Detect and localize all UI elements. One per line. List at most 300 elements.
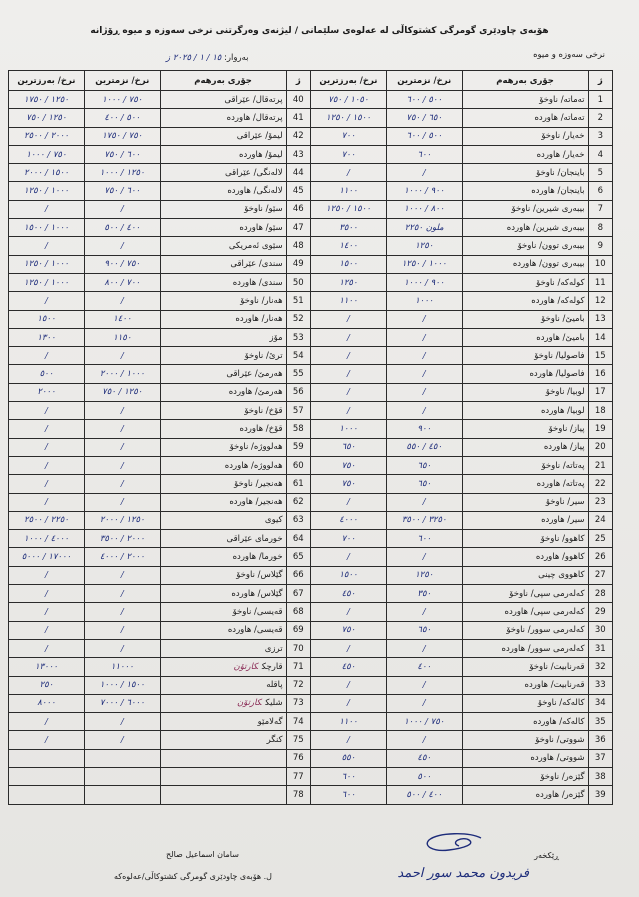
- product-name-text: قۆخ/ هاوردە: [239, 423, 283, 434]
- row-number: 53: [286, 328, 310, 346]
- product-name-text: خورمای عێراقی: [226, 533, 283, 544]
- product-name: [160, 530, 286, 548]
- row-number: 3: [588, 127, 612, 145]
- min-price: ١٢٥٠ / ٢٠٠٠: [84, 511, 160, 529]
- min-price: /: [84, 237, 160, 255]
- row-number: 18: [588, 402, 612, 420]
- product-name: [160, 621, 286, 639]
- row-number: 78: [286, 786, 310, 804]
- min-price: ٥٠٠ / ٦٠٠: [386, 127, 462, 145]
- table-row: [9, 767, 613, 785]
- max-price: ١٥٠٠: [311, 566, 387, 584]
- date-value: ١٥ / ١ / ٢٠٢٥ ز: [166, 53, 222, 63]
- product-name: [160, 164, 286, 182]
- min-price: /: [386, 347, 462, 365]
- product-name: بامیێ/ ناوخۆ: [462, 310, 588, 328]
- row-number: 69: [286, 621, 310, 639]
- max-price: ٧٥٠ / ١٠٠٠: [9, 145, 85, 163]
- row-number: 44: [286, 164, 310, 182]
- product-name: [160, 273, 286, 291]
- max-price: ٥٥٠: [311, 749, 387, 767]
- row-number: 64: [286, 530, 310, 548]
- row-number: 34: [588, 694, 612, 712]
- table-row: [9, 109, 613, 127]
- product-name: [160, 219, 286, 237]
- row-number: 60: [286, 456, 310, 474]
- max-price: ١٣٠٠٠: [9, 658, 85, 676]
- date-label: بەروار:: [224, 53, 249, 63]
- max-price: ٣٥٠٠: [311, 219, 387, 237]
- committee-signature: فریدون محمد سور احمد: [397, 866, 529, 881]
- product-name: خەیار/ هاوردە: [462, 145, 588, 163]
- row-number: 77: [286, 767, 310, 785]
- min-price: /: [84, 713, 160, 731]
- product-name: [160, 237, 286, 255]
- max-price: ٤٠٠٠: [311, 511, 387, 529]
- max-price: ١٥٠٠ / ١٢٥٠: [311, 109, 387, 127]
- header-max: نرخ/ بەرزترین: [9, 71, 85, 91]
- max-price: /: [311, 639, 387, 657]
- product-name: [160, 91, 286, 109]
- max-price: ١٠٥٠ / ٧٥٠: [311, 91, 387, 109]
- row-number: 8: [588, 219, 612, 237]
- table-row: [9, 420, 613, 438]
- product-name: فاصولیا/ ناوخۆ: [462, 347, 588, 365]
- max-price: /: [9, 292, 85, 310]
- product-name: کەلەرمی سوور/ هاوردە: [462, 639, 588, 657]
- row-number: 47: [286, 219, 310, 237]
- product-name: بیبەری توون/ هاوردە: [462, 255, 588, 273]
- row-number: 17: [588, 383, 612, 401]
- max-price: /: [9, 420, 85, 438]
- row-number: 66: [286, 566, 310, 584]
- min-price: /: [386, 676, 462, 694]
- table-row: [9, 219, 613, 237]
- min-price: /: [84, 639, 160, 657]
- product-name: [160, 731, 286, 749]
- table-row: [9, 273, 613, 291]
- product-name: کەلەرمی سپی/ هاوردە: [462, 603, 588, 621]
- product-name: کاهوو/ هاوردە: [462, 548, 588, 566]
- row-number: 48: [286, 237, 310, 255]
- row-number: 20: [588, 438, 612, 456]
- row-number: 72: [286, 676, 310, 694]
- header-num: ژ: [588, 71, 612, 91]
- max-price: ١١٠٠: [311, 292, 387, 310]
- product-name: شووتی/ ناوخۆ: [462, 731, 588, 749]
- table-row: [9, 658, 613, 676]
- row-number: 26: [588, 548, 612, 566]
- max-price: /: [311, 328, 387, 346]
- min-price: ٦٥٠: [386, 621, 462, 639]
- min-price: /: [386, 493, 462, 511]
- row-number: 43: [286, 145, 310, 163]
- product-name: [160, 200, 286, 218]
- max-price: /: [9, 639, 85, 657]
- max-price: /: [9, 585, 85, 603]
- table-row: [9, 548, 613, 566]
- min-price: /: [84, 402, 160, 420]
- price-table: [8, 70, 613, 805]
- header-name: جۆری بەرهەم: [160, 71, 286, 91]
- max-price: /: [311, 402, 387, 420]
- product-name: [160, 145, 286, 163]
- min-price: ٩٠٠ / ١٠٠٠: [386, 182, 462, 200]
- min-price: /: [386, 694, 462, 712]
- row-number: 30: [588, 621, 612, 639]
- max-price: ٦٠٠: [311, 786, 387, 804]
- max-price: ٧٥٠: [311, 456, 387, 474]
- min-price: /: [386, 365, 462, 383]
- product-name: [160, 420, 286, 438]
- product-name-text: کنگر: [266, 735, 283, 746]
- max-price: /: [9, 713, 85, 731]
- min-price: /: [84, 475, 160, 493]
- product-name: [160, 255, 286, 273]
- row-number: 54: [286, 347, 310, 365]
- max-price: ١٠٠٠ / ١٥٠٠: [9, 219, 85, 237]
- product-name-text: لیمۆ/ هاوردە: [239, 149, 283, 160]
- header-min: نرخ/ نزمترین: [84, 71, 160, 91]
- table-row: [9, 713, 613, 731]
- product-name-text: قەیسی/ ناوخۆ: [232, 606, 283, 617]
- max-price: /: [311, 603, 387, 621]
- table-row: [9, 676, 613, 694]
- table-row: [9, 292, 613, 310]
- row-number: 59: [286, 438, 310, 456]
- product-name-text: هەنجیر/ هاوردە: [229, 497, 283, 508]
- max-price: /: [9, 347, 85, 365]
- row-number: 62: [286, 493, 310, 511]
- product-name-text: پرتەقال/ هاوردە: [226, 112, 283, 123]
- max-price: ٦٠٠: [311, 767, 387, 785]
- min-price: ٧٥٠ / ١٧٥٠: [84, 127, 160, 145]
- product-name: بیبەری شیرین/ ناوخۆ: [462, 200, 588, 218]
- max-price: ٤٥٠: [311, 585, 387, 603]
- max-price: ١٠٠٠: [311, 420, 387, 438]
- product-name: [160, 639, 286, 657]
- max-price: /: [311, 694, 387, 712]
- document-date: [166, 53, 249, 63]
- row-number: 58: [286, 420, 310, 438]
- product-name: تەماتە/ ناوخۆ: [462, 91, 588, 109]
- max-price: /: [9, 456, 85, 474]
- min-price: [84, 786, 160, 804]
- max-price: ٢٠٠٠ / ٢٥٠٠: [9, 127, 85, 145]
- product-name: [160, 493, 286, 511]
- product-name: پەتاتە/ هاوردە: [462, 475, 588, 493]
- row-number: 1: [588, 91, 612, 109]
- min-price: ٩٠٠ / ١٠٠٠: [386, 273, 462, 291]
- max-price: ١٠٠٠ / ١٢٥٠: [9, 182, 85, 200]
- min-price: /: [84, 585, 160, 603]
- min-price: /: [386, 310, 462, 328]
- row-number: 15: [588, 347, 612, 365]
- product-name-text: قارچک: [261, 661, 283, 672]
- min-price: ٢٠٠٠ / ٣٥٠٠: [84, 530, 160, 548]
- max-price: ١٥٠٠ / ١٢٥٠: [311, 200, 387, 218]
- table-row: [9, 91, 613, 109]
- min-price: ٧٥٠ / ٩٠٠: [84, 255, 160, 273]
- min-price: /: [386, 402, 462, 420]
- header-name: جۆری بەرهەم: [462, 71, 588, 91]
- product-name: کەلەرمی سوور/ ناوخۆ: [462, 621, 588, 639]
- product-name: پیاز/ ناوخۆ: [462, 420, 588, 438]
- product-name-text: پرتەقال/ عێراقی: [224, 94, 283, 105]
- min-price: ١١٥٠: [84, 328, 160, 346]
- product-name-text: قەیسی/ هاوردە: [227, 625, 283, 636]
- table-row: [9, 511, 613, 529]
- min-price: ٧٥٠ / ١٠٠٠: [84, 91, 160, 109]
- table-row: [9, 475, 613, 493]
- min-price: ٥٠٠ / ٦٠٠: [386, 91, 462, 109]
- product-name: [160, 548, 286, 566]
- row-number: 52: [286, 310, 310, 328]
- row-number: 50: [286, 273, 310, 291]
- product-name: [160, 127, 286, 145]
- product-name: [160, 786, 286, 804]
- max-price: [9, 767, 85, 785]
- row-number: 36: [588, 731, 612, 749]
- header-min: نرخ/ نزمترین: [386, 71, 462, 91]
- product-name: کالەکە/ هاوردە: [462, 713, 588, 731]
- product-name: [160, 749, 286, 767]
- min-price: ١٢٥٠ / ١٠٠٠: [84, 164, 160, 182]
- product-name: [160, 658, 286, 676]
- max-price: /: [311, 548, 387, 566]
- row-number: 31: [588, 639, 612, 657]
- max-price: /: [9, 621, 85, 639]
- product-name: [160, 402, 286, 420]
- min-price: /: [84, 456, 160, 474]
- row-number: 21: [588, 456, 612, 474]
- row-number: 55: [286, 365, 310, 383]
- min-price: ٦٠٠٠ / ٧٠٠٠: [84, 694, 160, 712]
- max-price: ٧٥٠: [311, 475, 387, 493]
- min-price: ٨٠٠ / ١٠٠٠: [386, 200, 462, 218]
- product-name: گێزەر/ ناوخۆ: [462, 767, 588, 785]
- table-row: [9, 786, 613, 804]
- table-row: [9, 347, 613, 365]
- min-price: /: [386, 731, 462, 749]
- product-name: شووتی/ هاوردە: [462, 749, 588, 767]
- product-name-text: هەنار/ ناوخۆ: [240, 295, 283, 306]
- product-name-text: گێلاس/ هاوردە: [231, 588, 283, 599]
- row-number: 56: [286, 383, 310, 401]
- table-row: [9, 402, 613, 420]
- row-number: 45: [286, 182, 310, 200]
- product-name: [160, 310, 286, 328]
- min-price: ٤٠٠ / ٥٠٠: [386, 786, 462, 804]
- max-price: ٢٥٠: [9, 676, 85, 694]
- table-row: [9, 328, 613, 346]
- max-price: ٢٠٠٠: [9, 383, 85, 401]
- row-number: 46: [286, 200, 310, 218]
- min-price: ١٢٥٠: [386, 566, 462, 584]
- table-row: [9, 603, 613, 621]
- header-max: نرخ/ بەرزترین: [311, 71, 387, 91]
- product-name: [160, 676, 286, 694]
- max-price: ١٢٥٠ / ١٧٥٠: [9, 91, 85, 109]
- header-num: ژ: [286, 71, 310, 91]
- product-name: تەماتە/ هاوردە: [462, 109, 588, 127]
- min-price: ١٢٥٠: [386, 237, 462, 255]
- max-price: ١٢٥٠ / ٧٥٠: [9, 109, 85, 127]
- min-price: ٧٥٠ / ١٠٠٠: [386, 713, 462, 731]
- product-name-text: ترزی: [264, 643, 283, 654]
- product-name: [160, 109, 286, 127]
- product-name-text: سێو/ ناوخۆ: [244, 204, 283, 215]
- min-price: /: [84, 603, 160, 621]
- max-price: ١٢٥٠: [311, 273, 387, 291]
- row-number: 14: [588, 328, 612, 346]
- row-number: 12: [588, 292, 612, 310]
- product-name: [160, 383, 286, 401]
- min-price: ٦٥٠: [386, 456, 462, 474]
- product-name-text: کیوی: [264, 515, 283, 526]
- max-price: /: [311, 676, 387, 694]
- min-price: /: [386, 328, 462, 346]
- product-name: [160, 347, 286, 365]
- min-price: /: [386, 548, 462, 566]
- max-price: ١٥٠٠ / ٢٠٠٠: [9, 164, 85, 182]
- row-number: 68: [286, 603, 310, 621]
- row-number: 73: [286, 694, 310, 712]
- product-name-text: هەنار/ هاوردە: [235, 314, 283, 325]
- row-number: 63: [286, 511, 310, 529]
- max-price: /: [311, 347, 387, 365]
- max-price: ١١٠٠: [311, 182, 387, 200]
- product-note: کارتۆن: [236, 698, 262, 709]
- min-price: ٩٠٠: [386, 420, 462, 438]
- row-number: 32: [588, 658, 612, 676]
- table-row: [9, 438, 613, 456]
- max-price: ١٧٠٠٠ / ٥٠٠٠: [9, 548, 85, 566]
- row-number: 9: [588, 237, 612, 255]
- max-price: ٨٠٠٠: [9, 694, 85, 712]
- row-number: 24: [588, 511, 612, 529]
- row-number: 4: [588, 145, 612, 163]
- product-name: [160, 182, 286, 200]
- product-name: [160, 713, 286, 731]
- product-name-text: شلیک: [265, 698, 283, 709]
- row-number: 5: [588, 164, 612, 182]
- product-name: بیبەری شیرین/ هاوردە: [462, 219, 588, 237]
- product-name: [160, 475, 286, 493]
- product-name-text: پاقلە: [266, 680, 283, 691]
- product-name: کاهوو/ ناوخۆ: [462, 530, 588, 548]
- min-price: /: [84, 347, 160, 365]
- row-number: 2: [588, 109, 612, 127]
- table-row: [9, 145, 613, 163]
- min-price: ١٠٠٠ / ٢٠٠٠: [84, 365, 160, 383]
- signatory-name: سامان اسماعیل صالح: [166, 850, 239, 859]
- product-name: [160, 694, 286, 712]
- max-price: /: [9, 402, 85, 420]
- product-note: کارتۆن: [233, 661, 258, 672]
- min-price: /: [386, 164, 462, 182]
- row-number: 19: [588, 420, 612, 438]
- min-price: ٢٠٠٠ / ٤٠٠٠: [84, 548, 160, 566]
- row-number: 23: [588, 493, 612, 511]
- min-price: ٤٠٠ / ٥٠٠: [84, 219, 160, 237]
- max-price: /: [311, 731, 387, 749]
- product-name-text: ترێ/ ناوخۆ: [244, 350, 283, 361]
- max-price: /: [311, 365, 387, 383]
- product-name: پەتاتە/ ناوخۆ: [462, 456, 588, 474]
- product-name: قەرنابیت/ هاوردە: [462, 676, 588, 694]
- min-price: /: [84, 621, 160, 639]
- min-price: ٦٠٠ / ٧٥٠: [84, 182, 160, 200]
- table-row: [9, 694, 613, 712]
- product-name-text: هەنجیر/ ناوخۆ: [234, 478, 283, 489]
- table-row: [9, 200, 613, 218]
- table-row: [9, 127, 613, 145]
- max-price: ١٠٠٠ / ١٢٥٠: [9, 255, 85, 273]
- product-name: پیاز/ هاوردە: [462, 438, 588, 456]
- product-name-text: خورما/ هاوردە: [232, 552, 283, 563]
- signature-scribble-icon: [419, 830, 489, 858]
- min-price: ملون ٢٢٥٠: [386, 219, 462, 237]
- row-number: 27: [588, 566, 612, 584]
- row-number: 33: [588, 676, 612, 694]
- row-number: 70: [286, 639, 310, 657]
- max-price: ٥٠٠: [9, 365, 85, 383]
- max-price: /: [9, 237, 85, 255]
- max-price: ١٥٠٠: [311, 255, 387, 273]
- product-name: کالەکە/ ناوخۆ: [462, 694, 588, 712]
- row-number: 74: [286, 713, 310, 731]
- product-name: کاهووی چینی: [462, 566, 588, 584]
- min-price: ١٠٠٠ / ١٢٥٠: [386, 255, 462, 273]
- row-number: 76: [286, 749, 310, 767]
- product-name-text: هەلووژە/ هاوردە: [224, 460, 283, 471]
- product-name: [160, 511, 286, 529]
- table-row: [9, 182, 613, 200]
- product-name-text: لالەنگی/ عێراقی: [225, 167, 283, 178]
- min-price: ٤٠٠: [386, 658, 462, 676]
- max-price: ٧٠٠: [311, 145, 387, 163]
- min-price: ٧٠٠ / ٨٠٠: [84, 273, 160, 291]
- max-price: ٢٢٥٠ / ٢٥٠٠: [9, 511, 85, 529]
- product-name: لوبیا/ هاوردە: [462, 402, 588, 420]
- row-number: 67: [286, 585, 310, 603]
- table-row: [9, 237, 613, 255]
- min-price: ١٤٠٠: [84, 310, 160, 328]
- product-name-text: سێوی ئەمریکی: [228, 241, 283, 252]
- min-price: /: [84, 566, 160, 584]
- min-price: ٦٠٠: [386, 530, 462, 548]
- row-number: 11: [588, 273, 612, 291]
- product-name: باینجان/ ناوخۆ: [462, 164, 588, 182]
- document-title: هۆبەی چاودێری گومرگی کشتوکاڵی لە عەلوەی سلێمانی / لیژنەی وەرگرتنی نرخی سەوزە و میوە ڕۆژانە: [90, 26, 549, 36]
- max-price: /: [9, 200, 85, 218]
- row-number: 25: [588, 530, 612, 548]
- max-price: /: [9, 493, 85, 511]
- product-name: [160, 328, 286, 346]
- row-number: 75: [286, 731, 310, 749]
- max-price: ١٤٠٠: [311, 237, 387, 255]
- min-price: /: [84, 438, 160, 456]
- min-price: ٦٥٠: [386, 475, 462, 493]
- min-price: [84, 749, 160, 767]
- product-name: [160, 585, 286, 603]
- row-number: 6: [588, 182, 612, 200]
- row-number: 40: [286, 91, 310, 109]
- row-number: 10: [588, 255, 612, 273]
- max-price: ٤٥٠: [311, 658, 387, 676]
- product-name: خەیار/ ناوخۆ: [462, 127, 588, 145]
